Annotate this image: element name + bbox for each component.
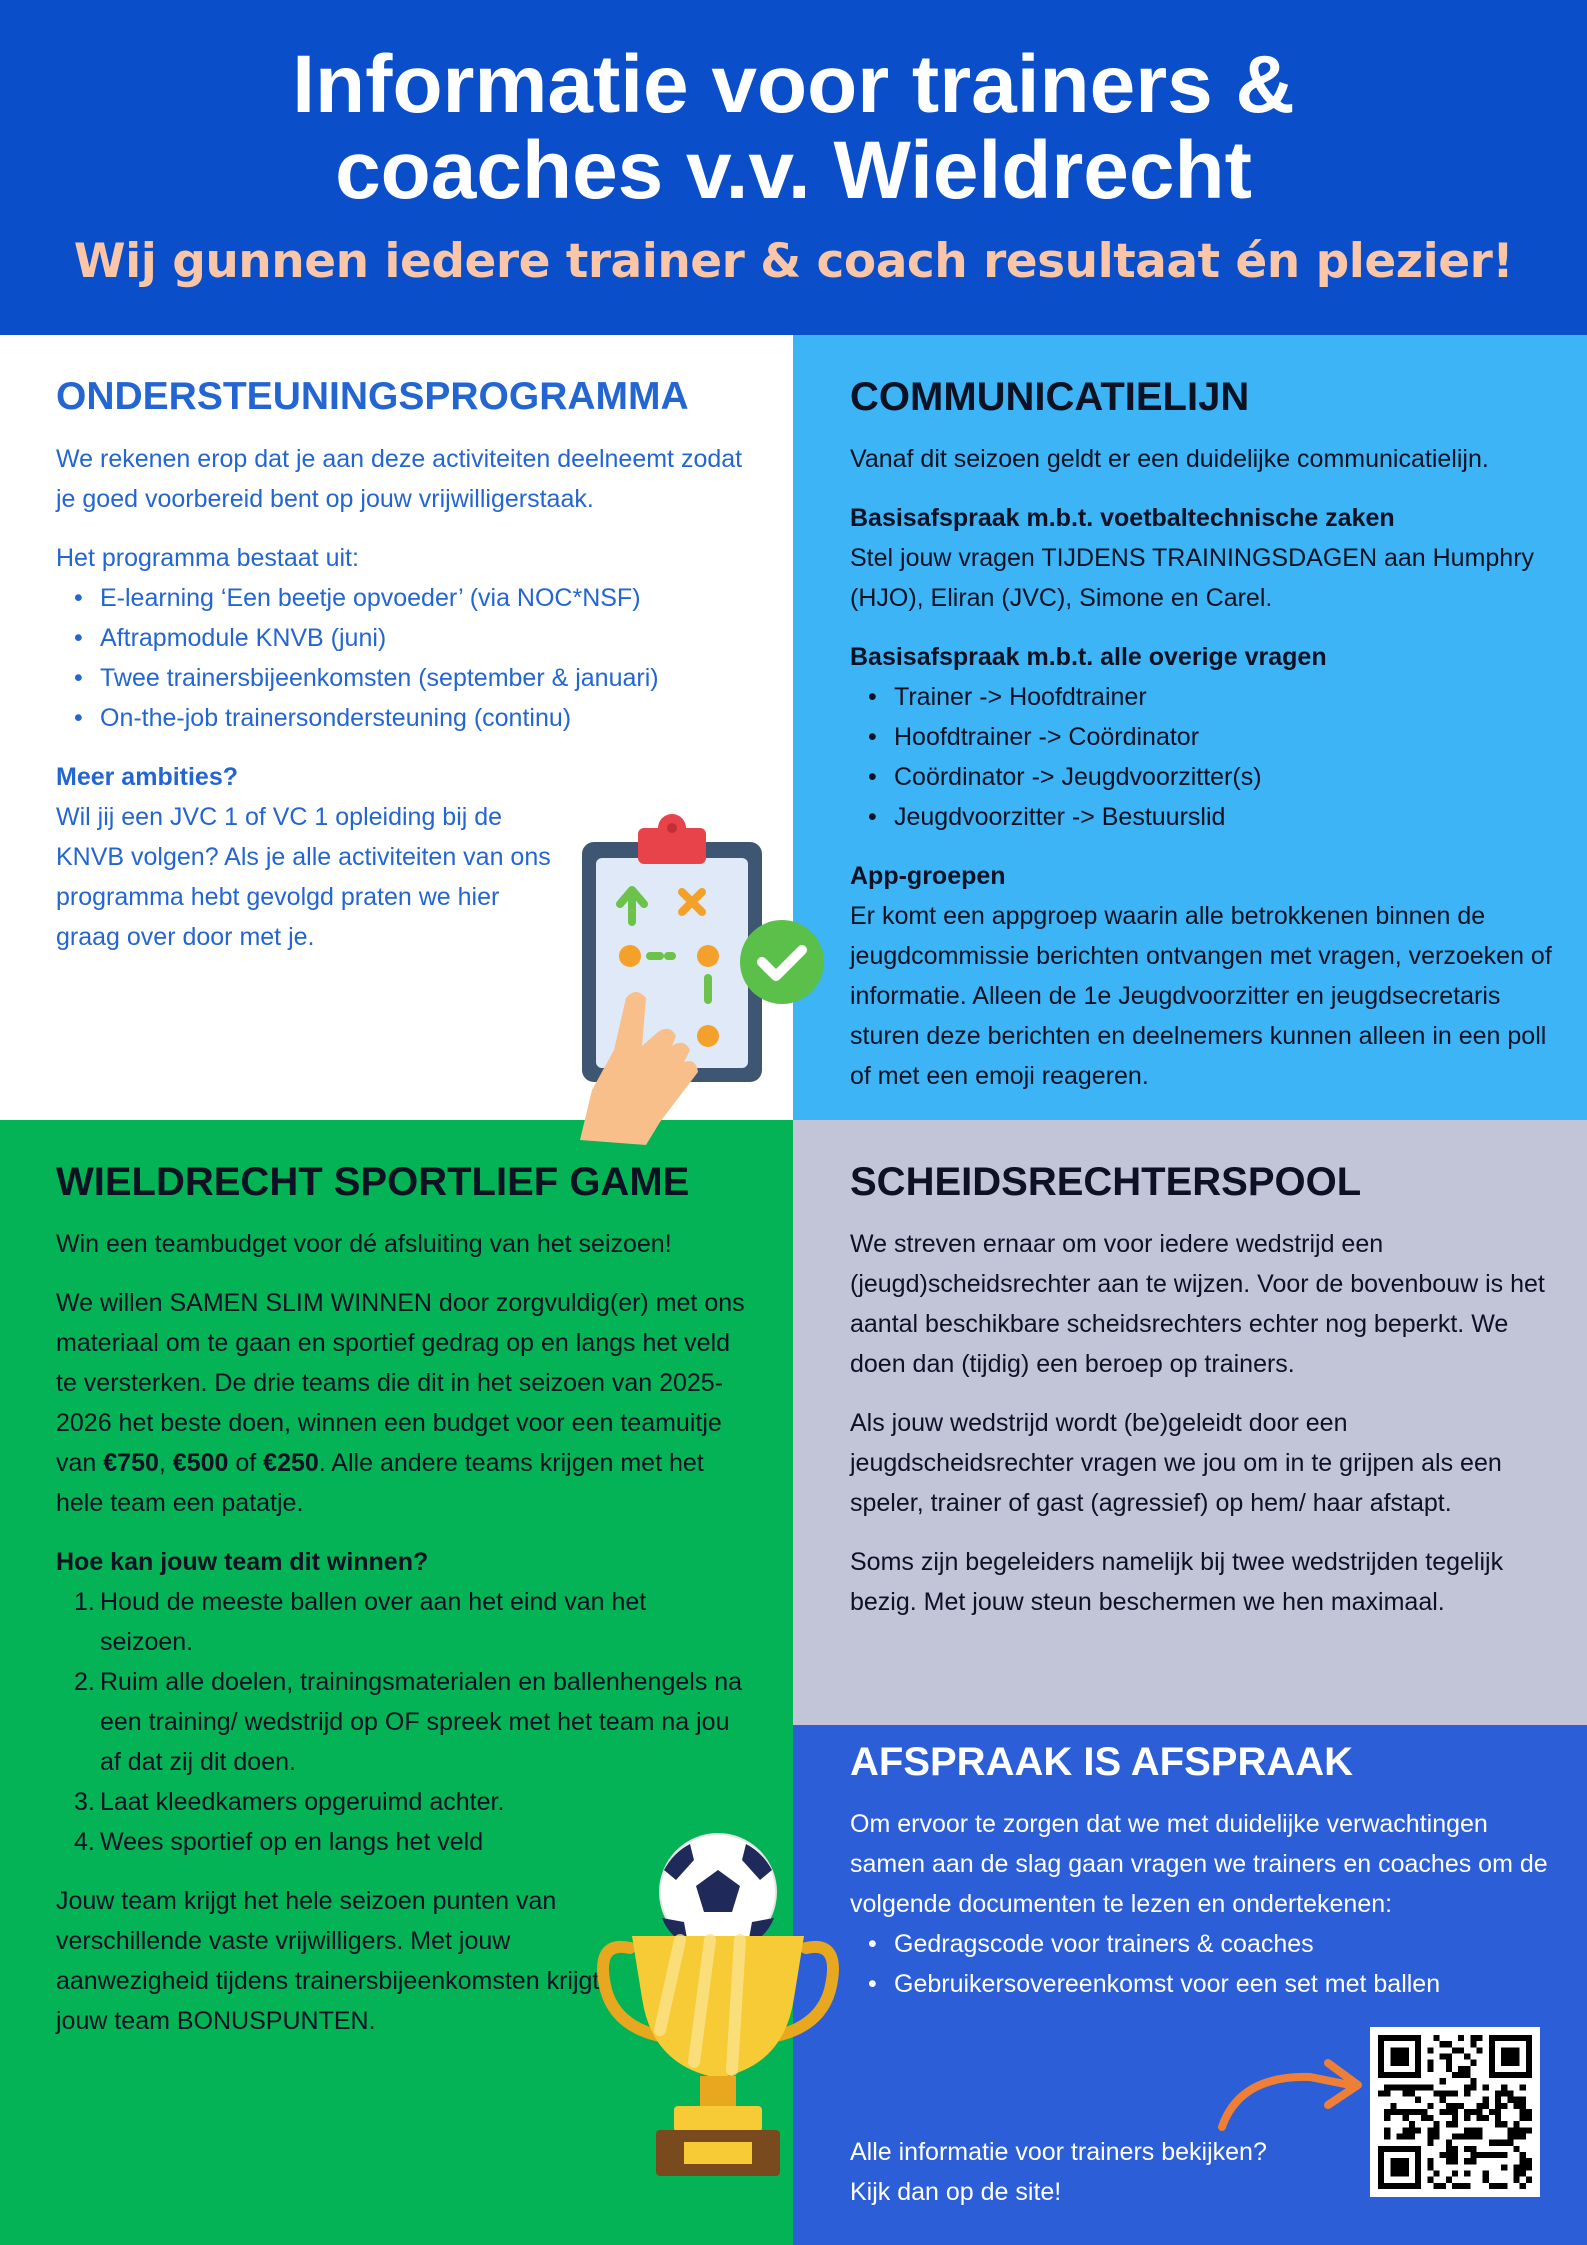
program-label: Het programma bestaat uit: (56, 544, 359, 572)
clipboard-tactics-icon (560, 810, 840, 1145)
escalation-list (850, 677, 1560, 837)
step-text: Ruim alle doelen, trainingsmaterialen en ballenhengels na een training/ wedstrijd op OF spreek met het team na jou af dat zij dit doen. (100, 1668, 743, 1776)
prize-second: €500 (172, 1449, 229, 1477)
communication-intro: Vanaf dit seizoen geldt er een duidelijke communicatielijn. (850, 445, 1489, 473)
step-number: 1. (74, 1588, 95, 1616)
step-number: 3. (74, 1788, 95, 1816)
page-subtitle: Wij gunnen iedere trainer & coach resultaat én plezier! (73, 234, 1514, 289)
site-info-line-2: Kijk dan op de site! (850, 2178, 1062, 2206)
program-item: • E-learning ‘Een beetje opvoeder’ (via NOC*NSF) (56, 578, 756, 618)
escalation-item: • Hoofdtrainer -> Coördinator (850, 717, 1560, 757)
agreement-title: AFSPRAAK IS AFSPRAAK (850, 1740, 1353, 1784)
page-title-line-1: Informatie voor trainers & (292, 39, 1295, 130)
game-description (56, 1283, 746, 1523)
game-title: WIELDRECHT SPORTLIEF GAME (56, 1160, 690, 1204)
prize-first: €750 (103, 1449, 159, 1477)
how-to-win-title: Hoe kan jouw team dit winnen? (56, 1548, 429, 1576)
referee-title: SCHEIDSRECHTERSPOOL (850, 1160, 1362, 1204)
page-title (0, 39, 1587, 216)
trophy-ball-icon (590, 1830, 840, 2190)
app-title: App-groepen (850, 862, 1006, 890)
referee-section (850, 1158, 1550, 1641)
step-text: Laat kleedkamers opgeruimd achter. (100, 1788, 505, 1816)
win-step (56, 1782, 746, 1822)
support-intro: We rekenen erop dat je aan deze activiteiten deelneemt zodat je goed voorbereid bent op jouw vrijwilligerstaak. (56, 445, 743, 513)
document-item: • Gebruikersovereenkomst voor een set met ballen (850, 1964, 1560, 2004)
communication-title: COMMUNICATIELIJN (850, 375, 1250, 419)
bonus-text: Jouw team krijgt het hele seizoen punten van verschillende vaste vrijwilligers. Met jouw aanwezigheid tijdens trainersbijeenkomsten krijgt jouw team BONUSPUNTEN. (56, 1887, 600, 2035)
other-title: Basisafspraak m.b.t. alle overige vragen (850, 643, 1327, 671)
app-text: Er komt een appgroep waarin alle betrokkenen binnen de jeugdcommissie berichten ontvangen met vragen, verzoeken of informatie. Alleen de 1e Jeugdvoorzitter en jeugdsecretaris sturen deze berichten en deelnemers kunnen alleen in een poll of met een emoji reageren. (850, 902, 1552, 1090)
referee-paragraph: Soms zijn begeleiders namelijk bij twee wedstrijden tegelijk bezig. Met jouw steun beschermen we hen maximaal. (850, 1548, 1504, 1616)
page-header (0, 0, 1587, 335)
documents-list (850, 1924, 1560, 2004)
referee-paragraph: Als jouw wedstrijd wordt (be)geleidt door een jeugdscheidsrechter vragen we jou om in te grijpen als een speler, trainer of gast (agressief) op hem/ haar afstapt. (850, 1409, 1502, 1517)
site-info-line-1: Alle informatie voor trainers bekijken? (850, 2138, 1267, 2166)
prize-separator: , (158, 1449, 173, 1477)
ambition-text: Wil jij een JVC 1 of VC 1 opleiding bij de KNVB volgen? Als je alle activiteiten van ons programma hebt gevolgd praten we hier graag over door met je. (56, 803, 551, 951)
site-info-text (850, 2132, 1350, 2212)
referee-paragraph: We streven ernaar om voor iedere wedstrijd een (jeugd)scheidsrechter aan te wijzen. Voor de bovenbouw is het aantal beschikbare scheidsrechters echter nog beperkt. We doen dan (tijdig) een beroep op trainers. (850, 1230, 1545, 1378)
technical-title: Basisafspraak m.b.t. voetbaltechnische zaken (850, 504, 1395, 532)
support-title: ONDERSTEUNINGSPROGRAMMA (56, 375, 689, 418)
win-steps-list (56, 1582, 746, 1862)
program-item: • Aftrapmodule KNVB (juni) (56, 618, 756, 658)
curved-arrow-icon (1210, 2055, 1370, 2135)
program-list (56, 578, 756, 738)
game-description-start: We willen SAMEN SLIM WINNEN door zorgvuldig(er) met ons materiaal om te gaan en sportief gedrag op en langs het veld te versterken. De drie teams die dit in het seizoen van 2025-2026 het beste doen, winnen een budget voor een teamuitje van (56, 1289, 745, 1477)
prize-third: €250 (263, 1449, 319, 1477)
step-text: Wees sportief op en langs het veld (100, 1828, 484, 1856)
step-number: 4. (74, 1828, 95, 1856)
program-item: • On-the-job trainersondersteuning (continu) (56, 698, 756, 738)
page-title-line-2: coaches v.v. Wieldrecht (335, 125, 1252, 216)
escalation-item: • Trainer -> Hoofdtrainer (850, 677, 1560, 717)
program-item: • Twee trainersbijeenkomsten (september & januari) (56, 658, 756, 698)
agreement-intro: Om ervoor te zorgen dat we met duidelijke verwachtingen samen aan de slag gaan vragen we trainers en coaches om de volgende documenten te lezen en ondertekenen: (850, 1810, 1548, 1918)
win-step (56, 1662, 746, 1782)
game-description-end: . Alle andere teams krijgen met het hele team een patatje. (56, 1449, 704, 1517)
escalation-item: • Coördinator -> Jeugdvoorzitter(s) (850, 757, 1560, 797)
win-step (56, 1582, 746, 1662)
prize-separator: of (228, 1449, 264, 1477)
agreement-section (850, 1738, 1560, 2023)
qr-code-icon[interactable] (1370, 2027, 1540, 2197)
technical-text: Stel jouw vragen TIJDENS TRAININGSDAGEN aan Humphry (HJO), Eliran (JVC), Simone en Carel. (850, 544, 1535, 612)
step-number: 2. (74, 1668, 95, 1696)
ambition-title: Meer ambities? (56, 763, 239, 791)
step-text: Houd de meeste ballen over aan het eind van het seizoen. (100, 1588, 647, 1656)
communication-section (850, 373, 1560, 1115)
document-item: • Gedragscode voor trainers & coaches (850, 1924, 1560, 1964)
game-intro: Win een teambudget voor dé afsluiting van het seizoen! (56, 1230, 672, 1258)
escalation-item: • Jeugdvoorzitter -> Bestuurslid (850, 797, 1560, 837)
